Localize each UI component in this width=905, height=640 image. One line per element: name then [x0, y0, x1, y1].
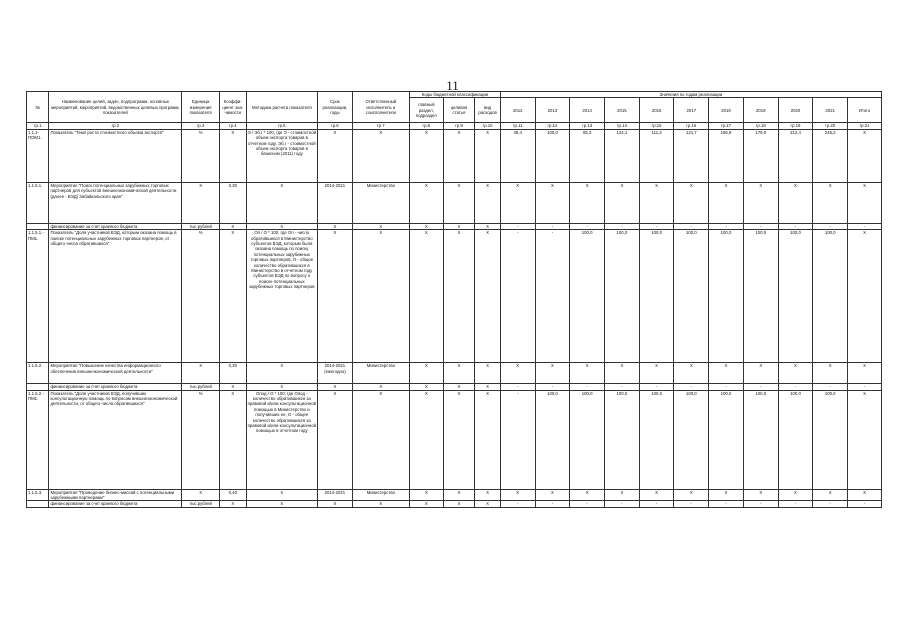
cell-budget-kind: Х — [475, 230, 501, 363]
cell-year-value: Х — [535, 182, 570, 223]
header-year: 2018 — [709, 98, 744, 123]
cell-year-value: Х — [778, 363, 813, 384]
cell-resp: Х — [352, 129, 409, 182]
cell-resp: Министерство — [352, 489, 409, 501]
cell-coef: Х — [220, 223, 247, 229]
header-values-group: Значения по годам реализации — [500, 92, 881, 98]
cell-coef: 0,30 — [220, 363, 247, 384]
cell-unit: тыс.рублей — [182, 384, 220, 390]
cell-year-value: - — [500, 390, 535, 489]
cell-coef: Х — [220, 501, 247, 507]
cell-budget-kind: Х — [475, 384, 501, 390]
cell-year-value: - — [813, 501, 848, 507]
column-number: гр.8 — [409, 123, 443, 129]
header-year: 2020 — [778, 98, 813, 123]
header-budget-group: Коды бюджетной классификации — [409, 92, 500, 98]
cell-year-value: - — [639, 384, 674, 390]
cell-name: Показатель "Доля участников ВЭД, получивших консультационную помощь по вопросам внешнеэкономической деятельности, от общего числа обратившихся" — [49, 390, 182, 489]
cell-year-value: - — [639, 501, 674, 507]
cell-term: Х — [318, 223, 353, 229]
table-row — [27, 182, 882, 223]
cell-year-value: Х — [570, 489, 605, 501]
cell-year-value: - — [674, 223, 709, 229]
cell-year-value: Х — [848, 489, 882, 501]
cell-resp: Министерство — [352, 363, 409, 384]
cell-name: Мероприятие "Повышение качества информационного обеспечения внешнеэкономической деятельности" — [49, 363, 182, 384]
cell-term: Х — [318, 501, 353, 507]
cell-year-value: 100,0 — [605, 230, 640, 363]
cell-year-value: 100,0 — [674, 390, 709, 489]
header-year: 2021 — [813, 98, 848, 123]
header-budget-col: вид расходов — [475, 98, 501, 123]
cell-year-value: 100,0 — [639, 230, 674, 363]
cell-year-value: - — [709, 384, 744, 390]
cell-year-value: 48,4 — [500, 129, 535, 182]
cell-num: 1.1.5.1. — [27, 182, 49, 223]
cell-year-value: - — [743, 223, 778, 229]
column-number: гр.4 — [220, 123, 247, 129]
cell-year-value: 156,8 — [709, 129, 744, 182]
cell-resp: Министерство — [352, 182, 409, 223]
cell-coef: 0,40 — [220, 489, 247, 501]
cell-year-value: 245,2 — [813, 129, 848, 182]
header-name: Наименование целей, задач, подпрограмм, основных мероприятий, мероприятий, ведомственных целевых программ, показателей — [49, 92, 182, 123]
cell-year-value: - — [605, 384, 640, 390]
cell-coef: Х — [220, 230, 247, 363]
cell-year-value: 100,0 — [743, 230, 778, 363]
column-number: гр.3 — [182, 123, 220, 129]
table-row — [27, 363, 882, 384]
cell-coef: Х — [220, 390, 247, 489]
cell-budget-article: Х — [443, 182, 475, 223]
cell-year-value: Х — [813, 363, 848, 384]
cell-term: 2014-2021 (ежегодно) — [318, 363, 353, 384]
cell-year-value: Х — [813, 489, 848, 501]
cell-year-value: - — [709, 223, 744, 229]
cell-budget-article: Х — [443, 230, 475, 363]
cell-budget-article: Х — [443, 223, 475, 229]
cell-budget-kind: Х — [475, 129, 501, 182]
cell-year-value: - — [570, 501, 605, 507]
cell-year-value: 111,3 — [639, 129, 674, 182]
cell-year-value: - — [778, 223, 813, 229]
cell-method: Э / Эб.г * 100, где Э - стоимостной объем экспорта товаров в отчетном году, Эб.г - стоимостной объем экспорта товаров в базисном (2011) году — [246, 129, 317, 182]
cell-year-value: Х — [848, 129, 882, 182]
column-number: гр.19 — [778, 123, 813, 129]
cell-year-value: - — [500, 501, 535, 507]
cell-name: Показатель "Доля участников ВЭД, которым оказана помощь в поиске потенциальных зарубежных торговых партнеров, от общего числа обратившихся" — [49, 230, 182, 363]
cell-year-value: - — [570, 384, 605, 390]
cell-year-value: 124,1 — [605, 129, 640, 182]
cell-year-value: Х — [674, 182, 709, 223]
cell-year-value: Х — [743, 363, 778, 384]
cell-year-value: - — [535, 223, 570, 229]
table-row — [27, 501, 882, 507]
cell-year-value: - — [848, 384, 882, 390]
table-row — [27, 489, 882, 501]
header-year: 2013 — [535, 98, 570, 123]
header-budget-col: целевая статья — [443, 98, 475, 123]
cell-year-value: - — [709, 501, 744, 507]
cell-budget-section: Х — [409, 129, 443, 182]
cell-year-value: Х — [848, 390, 882, 489]
cell-term: Х — [318, 390, 353, 489]
cell-year-value: - — [570, 223, 605, 229]
cell-year-value: 100,0 — [709, 230, 744, 363]
cell-year-value: - — [500, 230, 535, 363]
cell-name: Мероприятие "Поиск потенциальных зарубежных торговых партнеров для субъектов внешнеэкономической деятельности (далее - ВЭД) Забайкальского края" — [49, 182, 182, 223]
cell-year-value: Х — [848, 182, 882, 223]
cell-budget-article: Х — [443, 501, 475, 507]
column-number: гр.7 — [352, 123, 409, 129]
column-number: гр.17 — [709, 123, 744, 129]
cell-unit: % — [182, 129, 220, 182]
cell-year-value: Х — [605, 363, 640, 384]
cell-year-value: Х — [709, 182, 744, 223]
program-table — [26, 91, 882, 508]
cell-year-value: - — [778, 384, 813, 390]
cell-method: Х — [246, 384, 317, 390]
cell-method: Х — [246, 223, 317, 229]
cell-budget-article: Х — [443, 489, 475, 501]
cell-year-value: Х — [674, 363, 709, 384]
cell-budget-section: Х — [409, 363, 443, 384]
cell-method: Х — [246, 182, 317, 223]
cell-year-value: - — [743, 384, 778, 390]
cell-year-value: Х — [605, 182, 640, 223]
cell-year-value: Х — [848, 363, 882, 384]
cell-year-value: Х — [778, 182, 813, 223]
header-year: 2019 — [743, 98, 778, 123]
cell-unit: Х — [182, 182, 220, 223]
column-number: гр.11 — [500, 123, 535, 129]
cell-year-value: - — [605, 501, 640, 507]
cell-resp: Х — [352, 501, 409, 507]
cell-name: Мероприятие "Проведение бизнес-миссий с потенциальными зарубежными партнерами" — [49, 489, 182, 501]
header-year: 2016 — [639, 98, 674, 123]
cell-num: 1.1.5.2.-ПМ1. — [27, 390, 49, 489]
cell-year-value: - — [813, 384, 848, 390]
cell-num: 1.1.5.3. — [27, 489, 49, 501]
header-budget-col: главный раздел, подраздел — [409, 98, 443, 123]
cell-year-value: Х — [500, 182, 535, 223]
cell-unit: % — [182, 390, 220, 489]
cell-budget-kind: Х — [475, 489, 501, 501]
cell-num: 1.1.5.2. — [27, 363, 49, 384]
cell-year-value: Х — [570, 182, 605, 223]
cell-budget-article: Х — [443, 384, 475, 390]
column-number: гр.14 — [605, 123, 640, 129]
column-number: гр.20 — [813, 123, 848, 129]
cell-year-value: 100,0 — [813, 230, 848, 363]
cell-unit: Х — [182, 489, 220, 501]
cell-resp: Х — [352, 230, 409, 363]
cell-budget-kind: Х — [475, 501, 501, 507]
cell-budget-section: Х — [409, 489, 443, 501]
cell-year-value: 100,0 — [639, 390, 674, 489]
cell-budget-article: Х — [443, 363, 475, 384]
cell-term: Х — [318, 384, 353, 390]
cell-year-value: Х — [674, 489, 709, 501]
cell-year-value: 100,0 — [778, 390, 813, 489]
cell-year-value: Х — [778, 489, 813, 501]
table-row — [27, 390, 882, 489]
cell-coef: 0,30 — [220, 182, 247, 223]
page-number: 11 — [446, 78, 459, 93]
cell-num: 1.1.5.1.-ПМ1. — [27, 230, 49, 363]
cell-year-value: Х — [743, 182, 778, 223]
column-number: гр.15 — [639, 123, 674, 129]
cell-budget-article: Х — [443, 390, 475, 489]
cell-year-value: Х — [639, 182, 674, 223]
cell-year-value: - — [848, 223, 882, 229]
cell-unit: тыс.рублей — [182, 223, 220, 229]
header-year: Итого — [848, 98, 882, 123]
cell-year-value: 65,3 — [570, 129, 605, 182]
cell-name: Показатель "Темп роста стоимостного объема экспорта" — [49, 129, 182, 182]
column-number: гр.1 — [27, 123, 49, 129]
cell-year-value: 212,4 — [778, 129, 813, 182]
cell-year-value: - — [500, 384, 535, 390]
cell-year-value: Х — [500, 489, 535, 501]
column-number: гр.5 — [246, 123, 317, 129]
column-number: гр.9 — [443, 123, 475, 129]
cell-year-value: Х — [709, 489, 744, 501]
header-coef: Коэффи-циент зна-чимости — [220, 92, 247, 123]
header-resp: Ответственный исполнитель и соисполнители — [352, 92, 409, 123]
cell-budget-section: Х — [409, 230, 443, 363]
cell-year-value: Х — [813, 182, 848, 223]
cell-resp: Х — [352, 384, 409, 390]
cell-budget-section: Х — [409, 182, 443, 223]
column-number: гр.10 — [475, 123, 501, 129]
cell-unit: % — [182, 230, 220, 363]
header-num: № — [27, 92, 49, 123]
header-year: 2014 — [570, 98, 605, 123]
cell-budget-section: Х — [409, 390, 443, 489]
cell-coef: Х — [220, 129, 247, 182]
cell-year-value: - — [535, 384, 570, 390]
cell-resp: Х — [352, 223, 409, 229]
cell-year-value: - — [535, 230, 570, 363]
cell-term: 2014-2021 — [318, 182, 353, 223]
cell-year-value: Х — [639, 489, 674, 501]
cell-year-value: 100,0 — [674, 230, 709, 363]
cell-year-value: Х — [639, 363, 674, 384]
cell-name: финансирование за счет краевого бюджета — [49, 384, 182, 390]
cell-year-value: 179,0 — [743, 129, 778, 182]
cell-method: Опод / О * 100, где Опод - количество обратившихся за правовой и/или консультационной помощью в Министерство и получивших ее, О - общее количество обратившихся за правовой и/или консультационной помощью в отчетном году — [246, 390, 317, 489]
header-year: 2012 — [500, 98, 535, 123]
header-year: 2015 — [605, 98, 640, 123]
cell-year-value: Х — [605, 489, 640, 501]
cell-term: 2014-2021 — [318, 489, 353, 501]
header-method: Методика расчета показателя — [246, 92, 317, 123]
cell-year-value: 121,7 — [674, 129, 709, 182]
cell-year-value: - — [500, 223, 535, 229]
cell-budget-article: Х — [443, 129, 475, 182]
cell-year-value: - — [535, 501, 570, 507]
column-number: гр.16 — [674, 123, 709, 129]
header-term: Срок реализации, годы — [318, 92, 353, 123]
cell-method: Х — [246, 501, 317, 507]
cell-year-value: Х — [535, 489, 570, 501]
cell-year-value: - — [605, 223, 640, 229]
cell-year-value: 100,0 — [605, 390, 640, 489]
column-number: гр.13 — [570, 123, 605, 129]
cell-term: Х — [318, 230, 353, 363]
cell-year-value: - — [674, 501, 709, 507]
cell-year-value: - — [743, 501, 778, 507]
column-number: гр.18 — [743, 123, 778, 129]
cell-year-value: 100,0 — [813, 390, 848, 489]
cell-budget-kind: Х — [475, 223, 501, 229]
column-number: гр.2 — [49, 123, 182, 129]
cell-unit: тыс.рублей — [182, 501, 220, 507]
cell-budget-kind: Х — [475, 363, 501, 384]
cell-budget-kind: Х — [475, 182, 501, 223]
cell-year-value: - — [639, 223, 674, 229]
cell-coef: Х — [220, 384, 247, 390]
header-year: 2017 — [674, 98, 709, 123]
cell-unit: Х — [182, 363, 220, 384]
cell-year-value: - — [848, 501, 882, 507]
cell-year-value: Х — [500, 363, 535, 384]
cell-year-value: Х — [570, 363, 605, 384]
cell-num — [27, 501, 49, 507]
cell-method: Х — [246, 489, 317, 501]
cell-year-value: 100,0 — [570, 390, 605, 489]
cell-year-value: Х — [848, 230, 882, 363]
cell-name: финансирование за счет краевого бюджета — [49, 223, 182, 229]
cell-num: 1.1.1-ПОМ1. — [27, 129, 49, 182]
cell-year-value: Х — [709, 363, 744, 384]
cell-resp: Х — [352, 390, 409, 489]
cell-year-value: - — [674, 384, 709, 390]
cell-year-value: - — [813, 223, 848, 229]
cell-name: финансирование за счет краевого бюджета — [49, 501, 182, 507]
column-number: гр.21 — [848, 123, 882, 129]
cell-method: Х — [246, 363, 317, 384]
cell-year-value: 100,0 — [743, 390, 778, 489]
column-number: гр.6 — [318, 123, 353, 129]
header-unit: Единица измерения показателя — [182, 92, 220, 123]
cell-year-value: - — [778, 501, 813, 507]
cell-year-value: 100,0 — [535, 129, 570, 182]
cell-year-value: 100,0 — [709, 390, 744, 489]
cell-year-value: 100,0 — [535, 390, 570, 489]
cell-method: Оп / О * 100, где Оп - число обратившихся в Министерство субъектов ВЭД, которым была оказана помощь по поиску потенциальных зарубежных торговых партнеров, О - общее количество обратившихся в Министерство в отчетном году субъектов ВЭД по вопросу о поиске потенциальных зарубежных торговых партнеров — [246, 230, 317, 363]
cell-budget-kind: Х — [475, 390, 501, 489]
cell-budget-section: Х — [409, 384, 443, 390]
cell-term: Х — [318, 129, 353, 182]
cell-budget-section: Х — [409, 501, 443, 507]
table-row — [27, 230, 882, 363]
cell-year-value: 100,0 — [778, 230, 813, 363]
column-number: гр.12 — [535, 123, 570, 129]
cell-year-value: Х — [535, 363, 570, 384]
cell-budget-section: Х — [409, 223, 443, 229]
table-row — [27, 129, 882, 182]
cell-year-value: Х — [743, 489, 778, 501]
cell-year-value: 100,0 — [570, 230, 605, 363]
